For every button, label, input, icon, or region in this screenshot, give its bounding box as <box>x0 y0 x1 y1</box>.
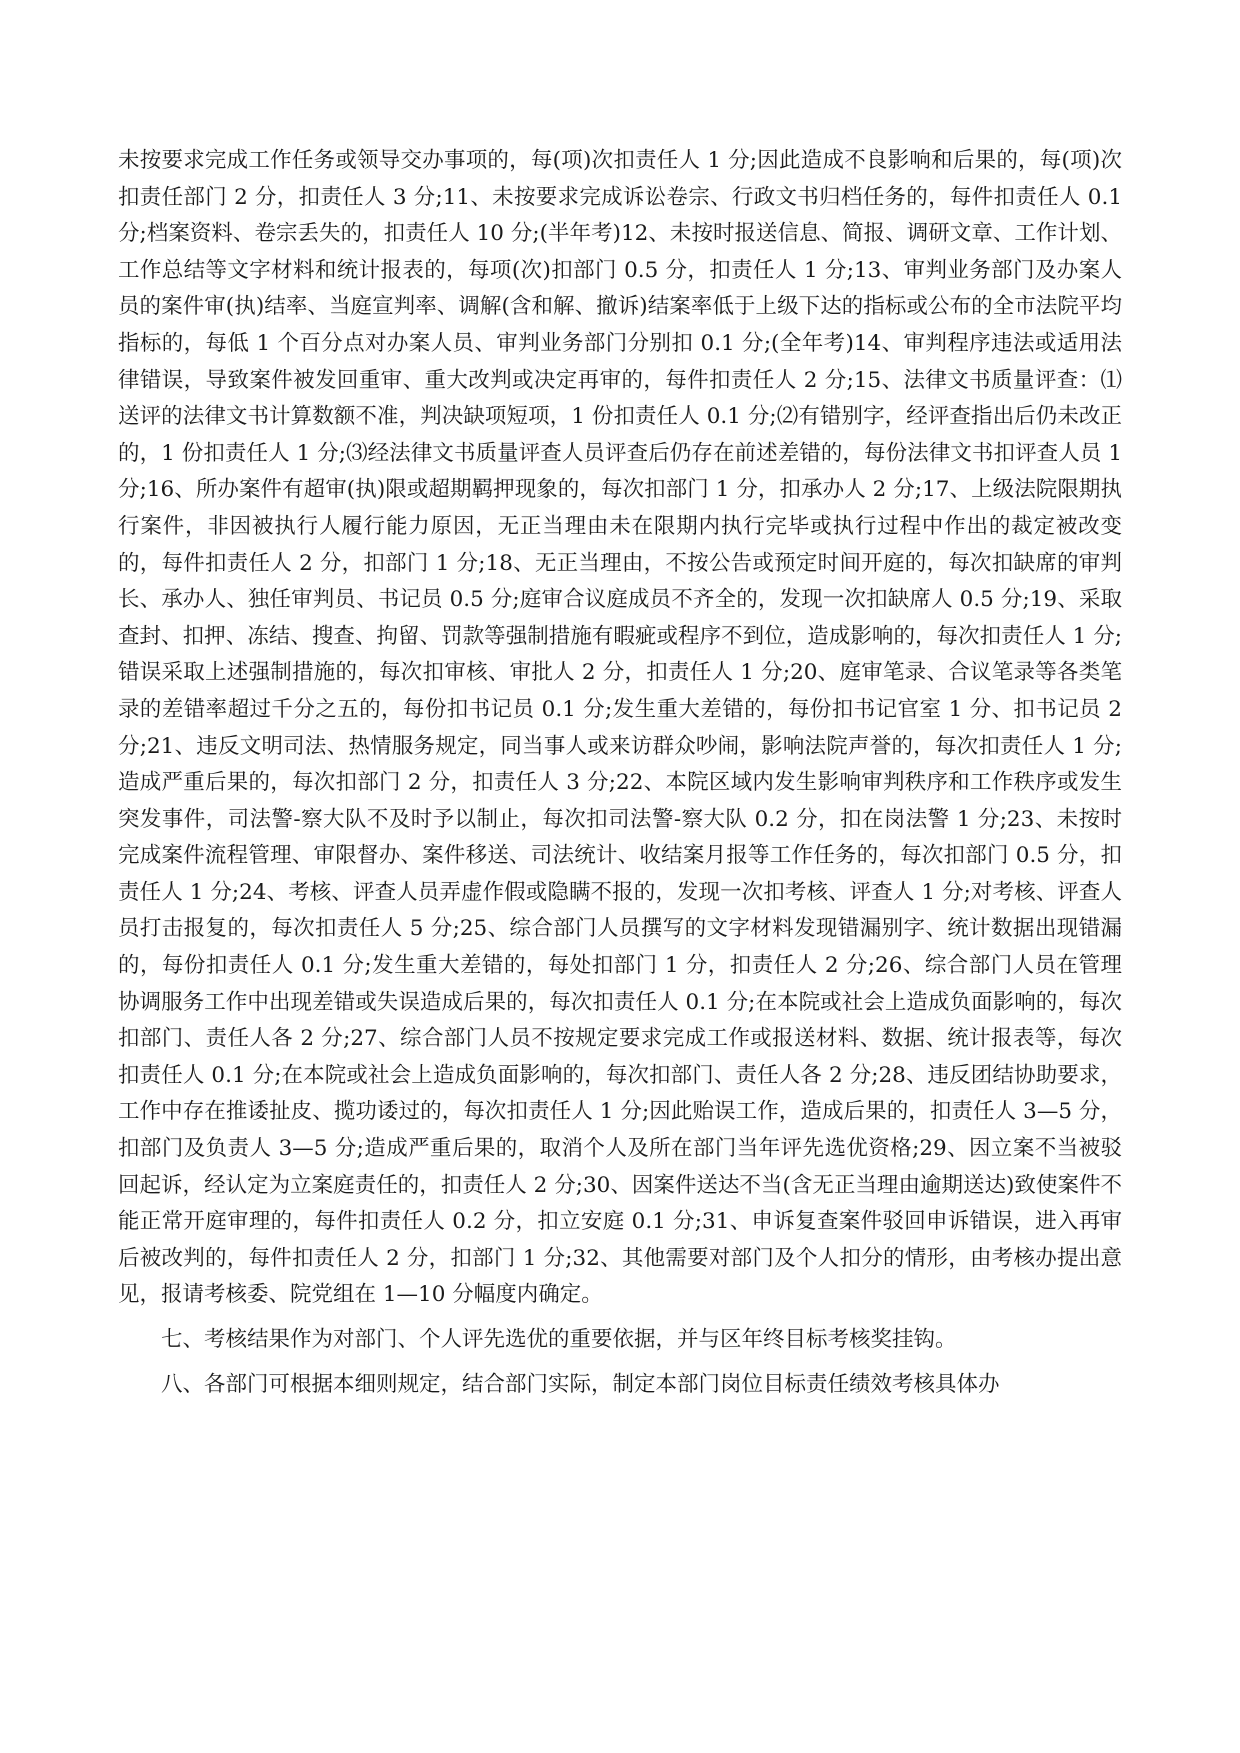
paragraph-section-eight: 八、各部门可根据本细则规定，结合部门实际，制定本部门岗位目标责任绩效考核具体办 <box>161 1371 1000 1397</box>
paragraph-section-seven: 七、考核结果作为对部门、个人评先选优的重要依据，并与区年终目标考核奖挂钩。 <box>161 1327 957 1352</box>
document-body <box>118 143 1122 1403</box>
paragraph-deduction-rules: 未按要求完成工作任务或领导交办事项的，每(项)次扣责任人 1 分;因此造成不良影响和后果的，每(项)次扣责任部门 2 分，扣责任人 3 分;11、未按要求完成诉讼卷宗、行政文书归档任务的，每件扣责任人 0.1 分;档案资料、卷宗丢失的，扣责任人 10 分;(半年考)12、未按时报送信息、简报、调研文章、工作计划、工作总结等文字材料和统计报表的，每项(次)扣部门 0.5 分，扣责任人 1 分;13、审判业务部门及办案人员的案件审(执)结率、当庭宣判率、调解(含和解、撤诉)结案率低于上级下达的指标或公布的全市法院平均指标的，每低 1 个百分点对办案人员、审判业务部门分别扣 0.1 分;(全年考)14、审判程序违法或适用法律错误，导致案件被发回重审、重大改判或决定再审的，每件扣责任人 2 分;15、法律文书质量评查：⑴送评的法律文书计算数额不准，判决缺项短项，1 份扣责任人 0.1 分;⑵有错别字，经评查指出后仍未改正的，1 份扣责任人 1 分;⑶经法律文书质量评查人员评查后仍存在前述差错的，每份法律文书扣评查人员 1 分;16、所办案件有超审(执)限或超期羁押现象的，每次扣部门 1 分，扣承办人 2 分;17、上级法院限期执行案件，非因被执行人履行能力原因，无正当理由未在限期内执行完毕或执行过程中作出的裁定被改变的，每件扣责任人 2 分，扣部门 1 分;18、无正当理由，不按公告或预定时间开庭的，每次扣缺席的审判长、承办人、独任审判员、书记员 0.5 分;庭审合议庭成员不齐全的，发现一次扣缺席人 0.5 分;19、采取查封、扣押、冻结、搜查、拘留、罚款等强制措施有暇疵或程序不到位，造成影响的，每次扣责任人 1 分;错误采取上述强制措施的，每次扣审核、审批人 2 分，扣责任人 1 分;20、庭审笔录、合议笔录等各类笔录的差错率超过千分之五的，每份扣书记员 0.1 分;发生重大差错的，每份扣书记官室 1 分、扣书记员 2 分;21、违反文明司法、热情服务规定，同当事人或来访群众吵闹，影响法院声誉的，每次扣责任人 1 分;造成严重后果的，每次扣部门 2 分，扣责任人 3 分;22、本院区域内发生影响审判秩序和工作秩序或发生突发事件，司法警-察大队不及时予以制止，每次扣司法警-察大队 0.2 分，扣在岗法警 1 分;23、未按时完成案件流程管理、审限督办、案件移送、司法统计、收结案月报等工作任务的，每次扣部门 0.5 分，扣责任人 1 分;24、考核、评查人员弄虚作假或隐瞒不报的，发现一次扣考核、评查人 1 分;对考核、评查人员打击报复的，每次扣责任人 5 分;25、综合部门人员撰写的文字材料发现错漏别字、统计数据出现错漏的，每份扣责任人 0.1 分;发生重大差错的，每处扣部门 1 分，扣责任人 2 分;26、综合部门人员在管理协调服务工作中出现差错或失误造成后果的，每次扣责任人 0.1 分;在本院或社会上造成负面影响的，每次扣部门、责任人各 2 分;27、综合部门人员不按规定要求完成工作或报送材料、数据、统计报表等，每次扣责任人 0.1 分;在本院或社会上造成负面影响的，每次扣部门、责任人各 2 分;28、违反团结协助要求，工作中存在推诿扯皮、揽功诿过的，每次扣责任人 1 分;因此贻误工作，造成后果的，扣责任人 3—5 分，扣部门及负责人 3—5 分;造成严重后果的，取消个人及所在部门当年评先选优资格;29、因立案不当被驳回起诉，经认定为立案庭责任的，扣责任人 2 分;30、因案件送达不当(含无正当理由逾期送达)致使案件不能正常开庭审理的，每件扣责任人 0.2 分，扣立安庭 0.1 分;31、申诉复查案件驳回申诉错误，进入再审后被改判的，每件扣责任人 2 分，扣部门 1 分;32、其他需要对部门及个人扣分的情形，由考核办提出意见，报请考核委、院党组在 1—10 分幅度内确定。 <box>118 148 1122 1308</box>
